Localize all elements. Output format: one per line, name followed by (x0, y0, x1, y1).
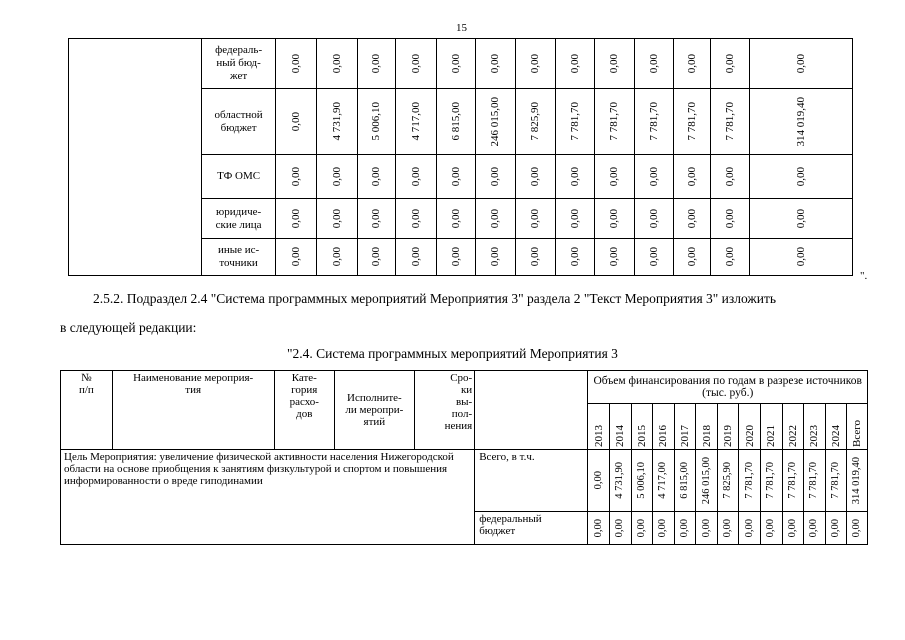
amount-value: 0,00 (568, 53, 581, 74)
amount-value: 7 781,70 (685, 102, 698, 141)
amount-value: 0,00 (409, 53, 422, 74)
amount-value: 0,00 (724, 53, 737, 74)
funding-row (69, 39, 853, 89)
amount-value: 0,00 (608, 53, 621, 74)
amount-value: 0,00 (647, 53, 660, 74)
amount-value: 0,00 (529, 208, 542, 229)
amount-value: 0,00 (635, 518, 647, 538)
amount-value: 0,00 (795, 247, 808, 267)
amount-value: 0,00 (765, 518, 777, 538)
amount-value: 5 006,10 (635, 462, 647, 499)
amount-value: 0,00 (289, 53, 302, 74)
year-header: 2021 (765, 425, 778, 447)
amount-value: 0,00 (795, 166, 808, 187)
year-header: 2018 (700, 425, 713, 447)
amount-value: 6 815,00 (449, 102, 462, 141)
amount-value: 0,00 (647, 247, 660, 267)
amount-value: 0,00 (409, 247, 422, 267)
amount-value: 246 015,00 (489, 96, 502, 147)
source-label: федеральный бюджет (475, 512, 588, 545)
source-label: федераль- ный бюд- жет (202, 39, 276, 89)
year-header: 2017 (678, 425, 691, 447)
amount-value: 0,00 (568, 247, 581, 267)
amount-value: 0,00 (489, 208, 502, 229)
amount-value: 0,00 (289, 247, 302, 267)
amount-value: 7 825,90 (529, 102, 542, 141)
amount-value: 0,00 (449, 247, 462, 267)
header-executor: Исполните- ли меропри- ятий (334, 371, 414, 450)
source-label: Всего, в т.ч. (475, 450, 588, 512)
year-header: 2024 (829, 425, 842, 447)
amendment-paragraph: 2.5.2. Подраздел 2.4 "Система программных мероприятий Мероприятия 3" раздела 2 "Текст Мероприятия 3" изложить (93, 291, 777, 306)
amount-value: 0,00 (529, 166, 542, 187)
amount-value: 314 019,40 (851, 456, 863, 505)
source-label: областной бюджет (202, 89, 276, 155)
merged-blank-cell (69, 39, 202, 276)
amount-value: 0,00 (700, 518, 712, 538)
year-header: 2020 (743, 425, 756, 447)
amount-value: 7 781,70 (829, 462, 841, 499)
amount-value: 0,00 (851, 518, 863, 538)
amount-value: 0,00 (330, 166, 343, 187)
amount-value: 0,00 (829, 518, 841, 538)
amount-value: 0,00 (330, 53, 343, 74)
amount-value: 4 717,00 (657, 462, 669, 499)
year-header: 2016 (657, 425, 670, 447)
amount-value: 0,00 (743, 518, 755, 538)
amount-value: 0,00 (724, 166, 737, 187)
amount-value: 0,00 (529, 53, 542, 74)
amount-value: 0,00 (370, 166, 383, 187)
amount-value: 5 006,10 (370, 102, 383, 141)
amount-value: 0,00 (289, 166, 302, 187)
header-category: Кате- гория расхо- дов (274, 371, 334, 450)
amount-value: 6 815,00 (678, 462, 690, 499)
amount-value: 0,00 (489, 247, 502, 267)
amount-value: 246 015,00 (700, 456, 712, 505)
amount-value: 0,00 (608, 247, 621, 267)
amount-value: 0,00 (370, 247, 383, 267)
amount-value: 0,00 (370, 53, 383, 74)
amount-value: 7 781,70 (724, 102, 737, 141)
amendment-paragraph-continuation: в следующей редакции: (60, 320, 197, 335)
amount-value: 0,00 (449, 208, 462, 229)
measure-row (61, 450, 868, 512)
funding-table-continued (68, 38, 853, 276)
goal-text: Цель Мероприятия: увеличение физической активности населения Нижегородской области на основе приобщения к занятиям физкультурой и спортом и повышения информированности о вреде гиподинамии (61, 450, 475, 545)
year-header: 2013 (592, 425, 605, 447)
amount-value: 0,00 (568, 166, 581, 187)
header-funding: Объем финансирования по годам в разрезе источников (тыс. руб.) (588, 371, 868, 404)
amount-value: 4 731,90 (330, 102, 343, 141)
amount-value: 7 825,90 (722, 462, 734, 499)
amount-value: 0,00 (724, 208, 737, 229)
year-header: 2019 (722, 425, 735, 447)
amount-value: 0,00 (330, 247, 343, 267)
amount-value: 0,00 (685, 247, 698, 267)
amount-value: 0,00 (795, 53, 808, 74)
amount-value: 7 781,70 (568, 102, 581, 141)
header-terms: Сро- ки вы- пол- нения (414, 371, 474, 450)
amount-value: 0,00 (409, 166, 422, 187)
amount-value: 0,00 (529, 247, 542, 267)
amount-value: 0,00 (489, 166, 502, 187)
amount-value: 0,00 (289, 111, 302, 132)
amount-value: 0,00 (685, 166, 698, 187)
amount-value: 0,00 (568, 208, 581, 229)
source-label: иные ис- точники (202, 239, 276, 276)
amount-value: 0,00 (724, 247, 737, 267)
program-measures-table (60, 370, 868, 545)
amount-value: 0,00 (647, 166, 660, 187)
closing-quote: ". (860, 270, 868, 282)
amount-value: 0,00 (685, 208, 698, 229)
amount-value: 0,00 (449, 166, 462, 187)
amount-value: 0,00 (614, 518, 626, 538)
amount-value: 0,00 (489, 53, 502, 74)
amount-value: 0,00 (289, 208, 302, 229)
header-num: № п/п (61, 371, 113, 450)
amount-value: 0,00 (608, 166, 621, 187)
amount-value: 0,00 (608, 208, 621, 229)
amount-value: 0,00 (685, 53, 698, 74)
header-blank (475, 371, 588, 450)
amount-value: 7 781,70 (647, 102, 660, 141)
amount-value: 0,00 (678, 518, 690, 538)
amount-value: 7 781,70 (786, 462, 798, 499)
amount-value: 0,00 (409, 208, 422, 229)
amount-value: 0,00 (722, 518, 734, 538)
amount-value: 0,00 (657, 518, 669, 538)
source-label: юридиче- ские лица (202, 199, 276, 239)
amount-value: 0,00 (592, 471, 604, 490)
section-title: "2.4. Система программных мероприятий Мероприятия 3 (287, 346, 618, 361)
amount-value: 7 781,70 (608, 102, 621, 141)
header-name: Наименование мероприя- тия (112, 371, 274, 450)
amount-value: 7 781,70 (743, 462, 755, 499)
amount-value: 0,00 (786, 518, 798, 538)
year-header: 2014 (614, 425, 627, 447)
amount-value: 0,00 (647, 208, 660, 229)
amount-value: 314 019,40 (795, 96, 808, 147)
amount-value: 0,00 (449, 53, 462, 74)
amount-value: 0,00 (370, 208, 383, 229)
page-number: 15 (456, 22, 467, 34)
source-label: ТФ ОМС (202, 155, 276, 199)
amount-value: 0,00 (795, 208, 808, 229)
amount-value: 7 781,70 (808, 462, 820, 499)
year-header: Всего (851, 420, 864, 447)
amount-value: 7 781,70 (765, 462, 777, 499)
amount-value: 4 731,90 (614, 462, 626, 499)
amount-value: 4 717,00 (409, 102, 422, 141)
amount-value: 0,00 (592, 518, 604, 538)
year-header: 2022 (786, 425, 799, 447)
amount-value: 0,00 (330, 208, 343, 229)
year-header: 2015 (635, 425, 648, 447)
amount-value: 0,00 (808, 518, 820, 538)
year-header: 2023 (808, 425, 821, 447)
